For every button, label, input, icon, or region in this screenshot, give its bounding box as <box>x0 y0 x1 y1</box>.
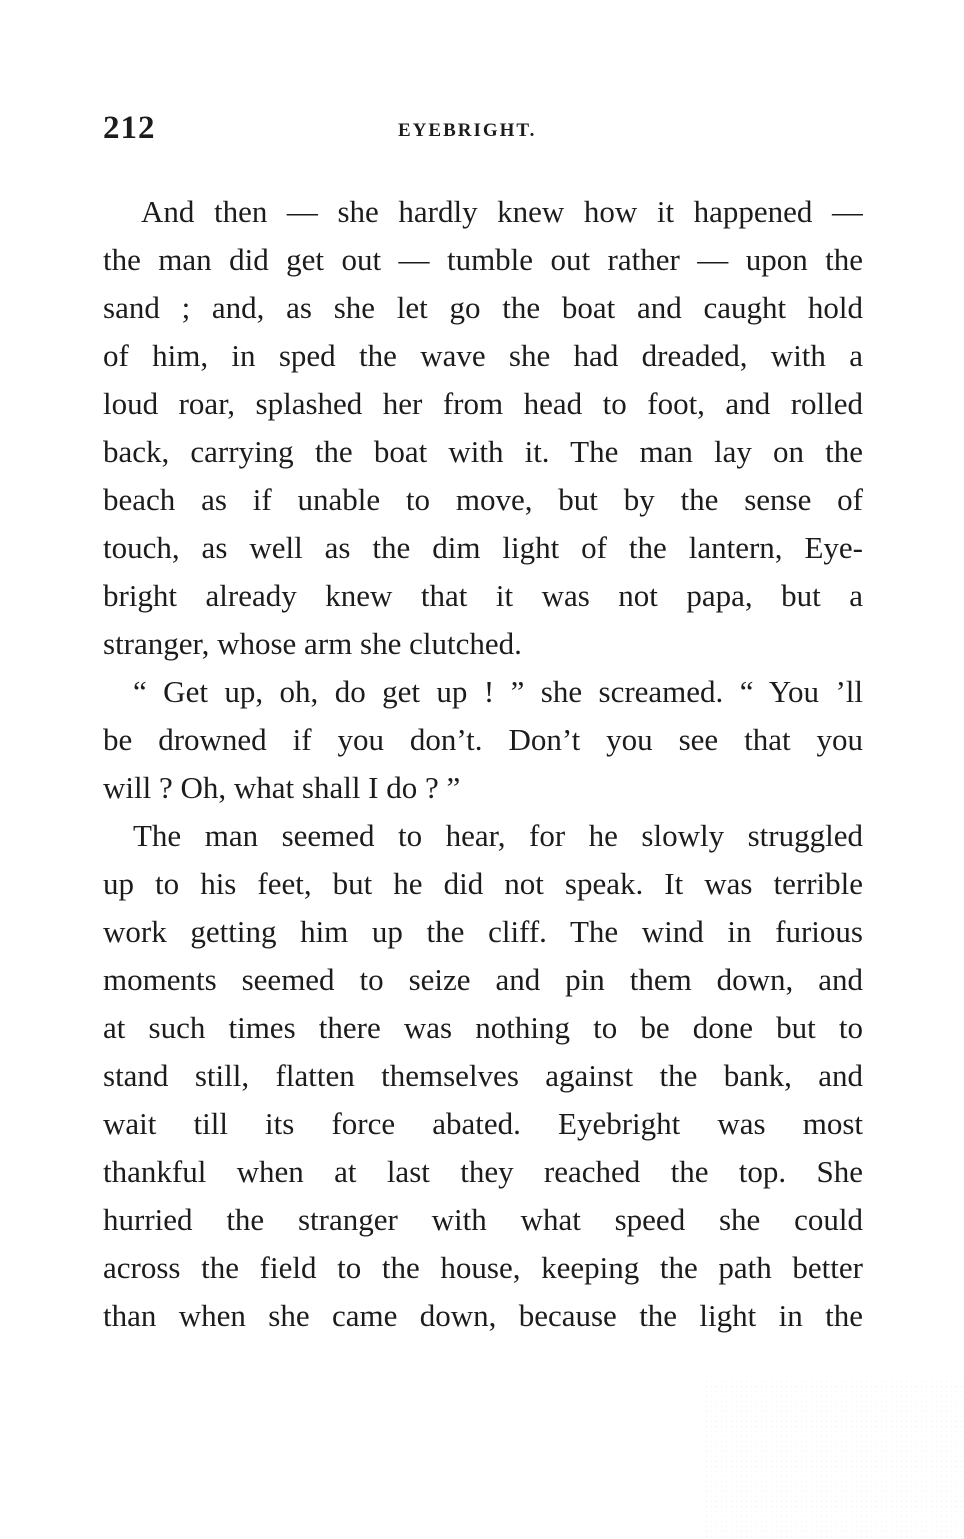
paper-speckle <box>704 1379 964 1539</box>
text-line: stranger, whose arm she clutched. <box>103 626 522 661</box>
text-line: wait till its force abated. Eyebright was most <box>103 1106 863 1141</box>
text-line: across the field to the house, keeping the path better <box>103 1250 863 1285</box>
body-text <box>103 188 863 1340</box>
text-line: thankful when at last they reached the top. She <box>103 1154 863 1189</box>
running-head: EYEBRIGHT. <box>398 120 537 141</box>
text-line: touch, as well as the dim light of the lantern, Eye- <box>103 530 863 565</box>
text-line: loud roar, splashed her from head to foot, and rolled <box>103 386 863 421</box>
text-line: The man seemed to hear, for he slowly struggled <box>133 818 863 853</box>
text-line: work getting him up the cliff. The wind in furious <box>103 914 863 949</box>
text-line: And then — she hardly knew how it happened — <box>141 194 863 229</box>
text-line: will ? Oh, what shall I do ? ” <box>103 770 461 805</box>
text-line: bright already knew that it was not papa, but a <box>103 578 863 613</box>
text-line: than when she came down, because the light in the <box>103 1298 863 1333</box>
text-line: hurried the stranger with what speed she could <box>103 1202 863 1237</box>
text-line: up to his feet, but he did not speak. It was terrible <box>103 866 863 901</box>
text-line: the man did get out — tumble out rather — upon the <box>103 242 863 277</box>
text-line: at such times there was nothing to be done but to <box>103 1010 863 1045</box>
text-line: be drowned if you don’t. Don’t you see that you <box>103 722 863 757</box>
page-header <box>103 110 863 150</box>
page-number: 212 <box>103 110 156 146</box>
text-line: back, carrying the boat with it. The man lay on the <box>103 434 863 469</box>
text-line: moments seemed to seize and pin them down, and <box>103 962 863 997</box>
text-line: of him, in sped the wave she had dreaded, with a <box>103 338 863 373</box>
text-line: sand ; and, as she let go the boat and caught hold <box>103 290 863 325</box>
text-line: beach as if unable to move, but by the sense of <box>103 482 863 517</box>
text-line: “ Get up, oh, do get up ! ” she screamed. “ You ’ll <box>133 674 863 709</box>
text-line: stand still, flatten themselves against the bank, and <box>103 1058 863 1093</box>
